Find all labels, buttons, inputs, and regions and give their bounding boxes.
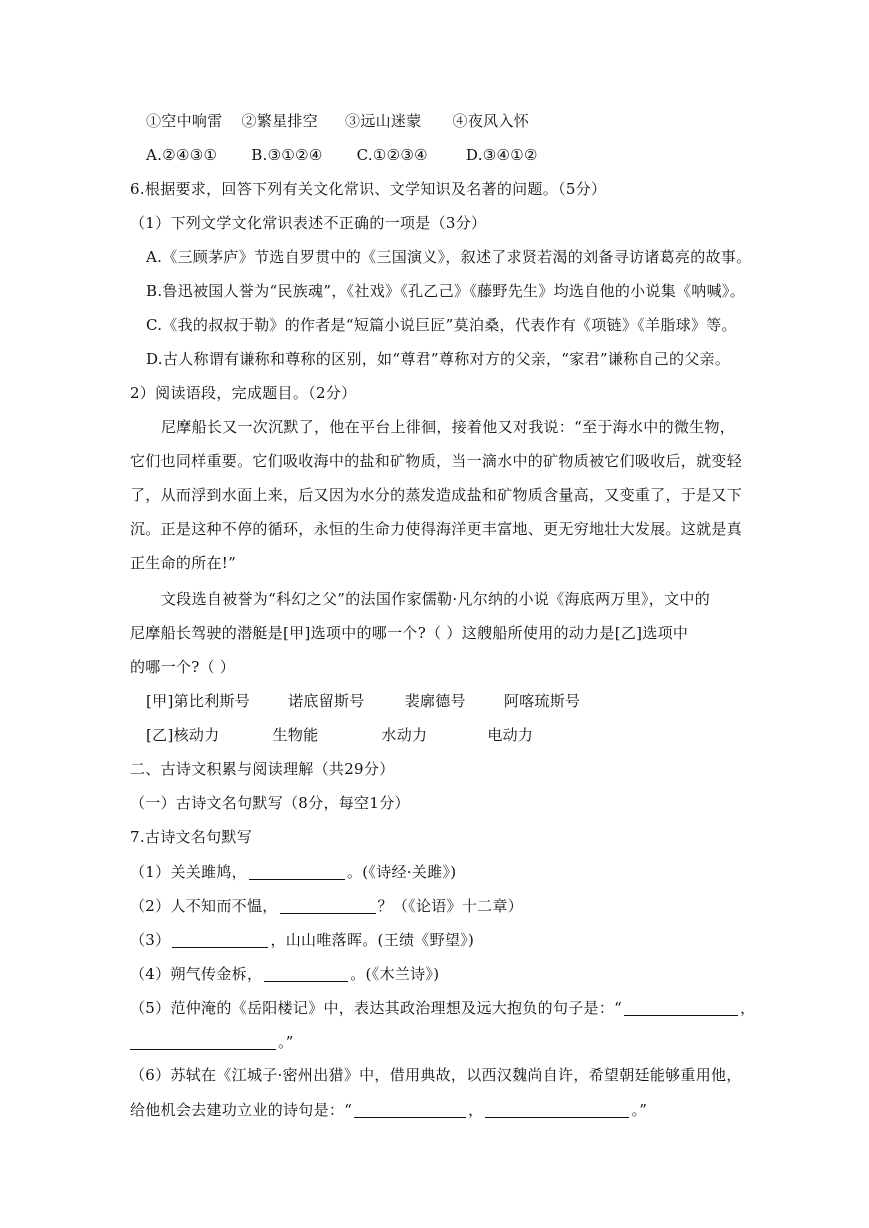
q5-option: B.③①②④ xyxy=(251,146,323,164)
item-text: 。” xyxy=(631,1101,648,1119)
question-line: 的哪一个?（ ） xyxy=(130,658,236,676)
q6-option-d: D.古人称谓有谦称和尊称的区别，如“尊君”尊称对方的父亲，“家君”谦称自己的父亲。 xyxy=(146,350,731,368)
item-text: 。” xyxy=(278,1033,294,1051)
passage-line: 正生命的所在!” xyxy=(130,554,237,572)
q5-item: ③远山迷蒙 xyxy=(345,112,422,130)
yi-option: 电动力 xyxy=(487,726,534,744)
q6-option-b: B.鲁迅被国人誉为“民族魂”，《社戏》《孔乙己》《藤野先生》均选自他的小说集《呐喊》。 xyxy=(146,282,746,300)
item-text: 。(《木兰诗》) xyxy=(350,965,440,983)
item-text: （1）关关雎鸠， xyxy=(130,863,247,881)
q5-item: ②繁星排空 xyxy=(241,112,319,130)
q5-items-row xyxy=(146,114,529,129)
passage-line: 它们也同样重要。它们吸收海中的盐和矿物质，当一滴水中的矿物质被它们吸收后，就变轻 xyxy=(130,452,743,470)
item-text: （5）范仲淹的《岳阳楼记》中，表达其政治理想及远大抱负的句子是：“ xyxy=(130,999,623,1017)
q7-item-6: （6）苏轼在《江城子·密州出猎》中，借用典故，以西汉魏尚自许，希望朝廷能够重用他， xyxy=(130,1066,742,1084)
passage-line: 沉。正是这种不停的循环，永恒的生命力使得海洋更丰富地、更无穷地壮大发展。这就是真 xyxy=(130,520,743,538)
q6-option-a: A.《三顾茅庐》节选自罗贯中的《三国演义》，叙述了求贤若渴的刘备寻访诸葛亮的故事。 xyxy=(146,248,752,266)
yi-option: 水动力 xyxy=(381,726,428,744)
section2-part1-title: （一）古诗文名句默写（8分，每空1分） xyxy=(130,794,410,812)
q5-item: ①空中响雷 xyxy=(146,112,223,130)
section2-title: 二、古诗文积累与阅读理解（共29分） xyxy=(130,760,395,778)
jia-option: [甲]第比利斯号 xyxy=(146,692,251,710)
answer-blank[interactable] xyxy=(485,1102,629,1118)
item-text: ， xyxy=(740,999,756,1017)
passage-line: 尼摩船长又一次沉默了，他在平台上徘徊，接着他又对我说：“至于海水中的微生物， xyxy=(161,418,736,436)
q5-option: D.③④①② xyxy=(465,146,538,164)
q6-option-c: C.《我的叔叔于勒》的作者是“短篇小说巨匠”莫泊桑，代表作有《项链》《羊脂球》等。 xyxy=(146,316,737,334)
item-text: 。(《诗经·关雎》) xyxy=(346,863,457,881)
passage-line: 了，从而浮到水面上来，后又因为水分的蒸发造成盐和矿物质含量高，又变重了，于是又下 xyxy=(130,486,743,504)
jia-options-row xyxy=(146,694,580,709)
q6-sub2-title: 2）阅读语段，完成题目。（2分） xyxy=(130,384,357,402)
q5-item: ④夜风入怀 xyxy=(452,112,530,130)
q7-item-2 xyxy=(130,898,523,914)
item-text: （2）人不知而不愠， xyxy=(130,897,278,915)
jia-option: 诺底留斯号 xyxy=(288,692,365,710)
answer-blank[interactable] xyxy=(130,1034,276,1050)
q6-sub1-title: （1）下列文学文化常识表述不正确的一项是（3分） xyxy=(130,214,487,232)
answer-blank[interactable] xyxy=(264,966,348,982)
item-text: （4）朔气传金柝， xyxy=(130,965,263,983)
q5-option: A.②④③① xyxy=(146,146,218,164)
question-line: 尼摩船长驾驶的潜艇是[甲]选项中的哪一个?（ ）这艘船所使用的动力是[乙]选项中 xyxy=(130,624,689,642)
q7-item-5-cont xyxy=(130,1034,294,1050)
jia-option: 阿喀琉斯号 xyxy=(503,692,581,710)
answer-blank[interactable] xyxy=(249,864,345,880)
item-text: ？（《论语》十二章） xyxy=(377,897,524,915)
q7-title: 7.古诗文名句默写 xyxy=(130,828,253,846)
q7-item-1 xyxy=(130,864,456,880)
answer-blank[interactable] xyxy=(172,932,268,948)
yi-option: [乙]核动力 xyxy=(146,726,220,744)
item-text: ，山山唯落晖。(王绩《野望》) xyxy=(270,931,475,949)
jia-option: 裴廓德号 xyxy=(404,692,466,710)
q7-item-4 xyxy=(130,966,439,982)
item-text: 给他机会去建功立业的诗句是：“ xyxy=(130,1101,353,1119)
yi-option: 生物能 xyxy=(272,726,319,744)
q7-item-6-cont xyxy=(130,1102,647,1118)
answer-blank[interactable] xyxy=(624,1000,738,1016)
item-text: ， xyxy=(468,1101,484,1119)
item-text: （3） xyxy=(130,931,171,949)
yi-options-row xyxy=(146,728,533,743)
q6-title: 6.根据要求，回答下列有关文化常识、文学知识及名著的问题。（5分） xyxy=(130,180,607,198)
q5-options-row xyxy=(146,148,538,163)
answer-blank[interactable] xyxy=(354,1102,466,1118)
answer-blank[interactable] xyxy=(280,898,376,914)
q7-item-5 xyxy=(130,1000,755,1016)
q5-option: C.①②③④ xyxy=(356,146,428,164)
question-line: 文段选自被誉为“科幻之父”的法国作家儒勒·凡尔纳的小说《海底两万里》，文中的 xyxy=(161,590,711,608)
q7-item-3 xyxy=(130,932,474,948)
